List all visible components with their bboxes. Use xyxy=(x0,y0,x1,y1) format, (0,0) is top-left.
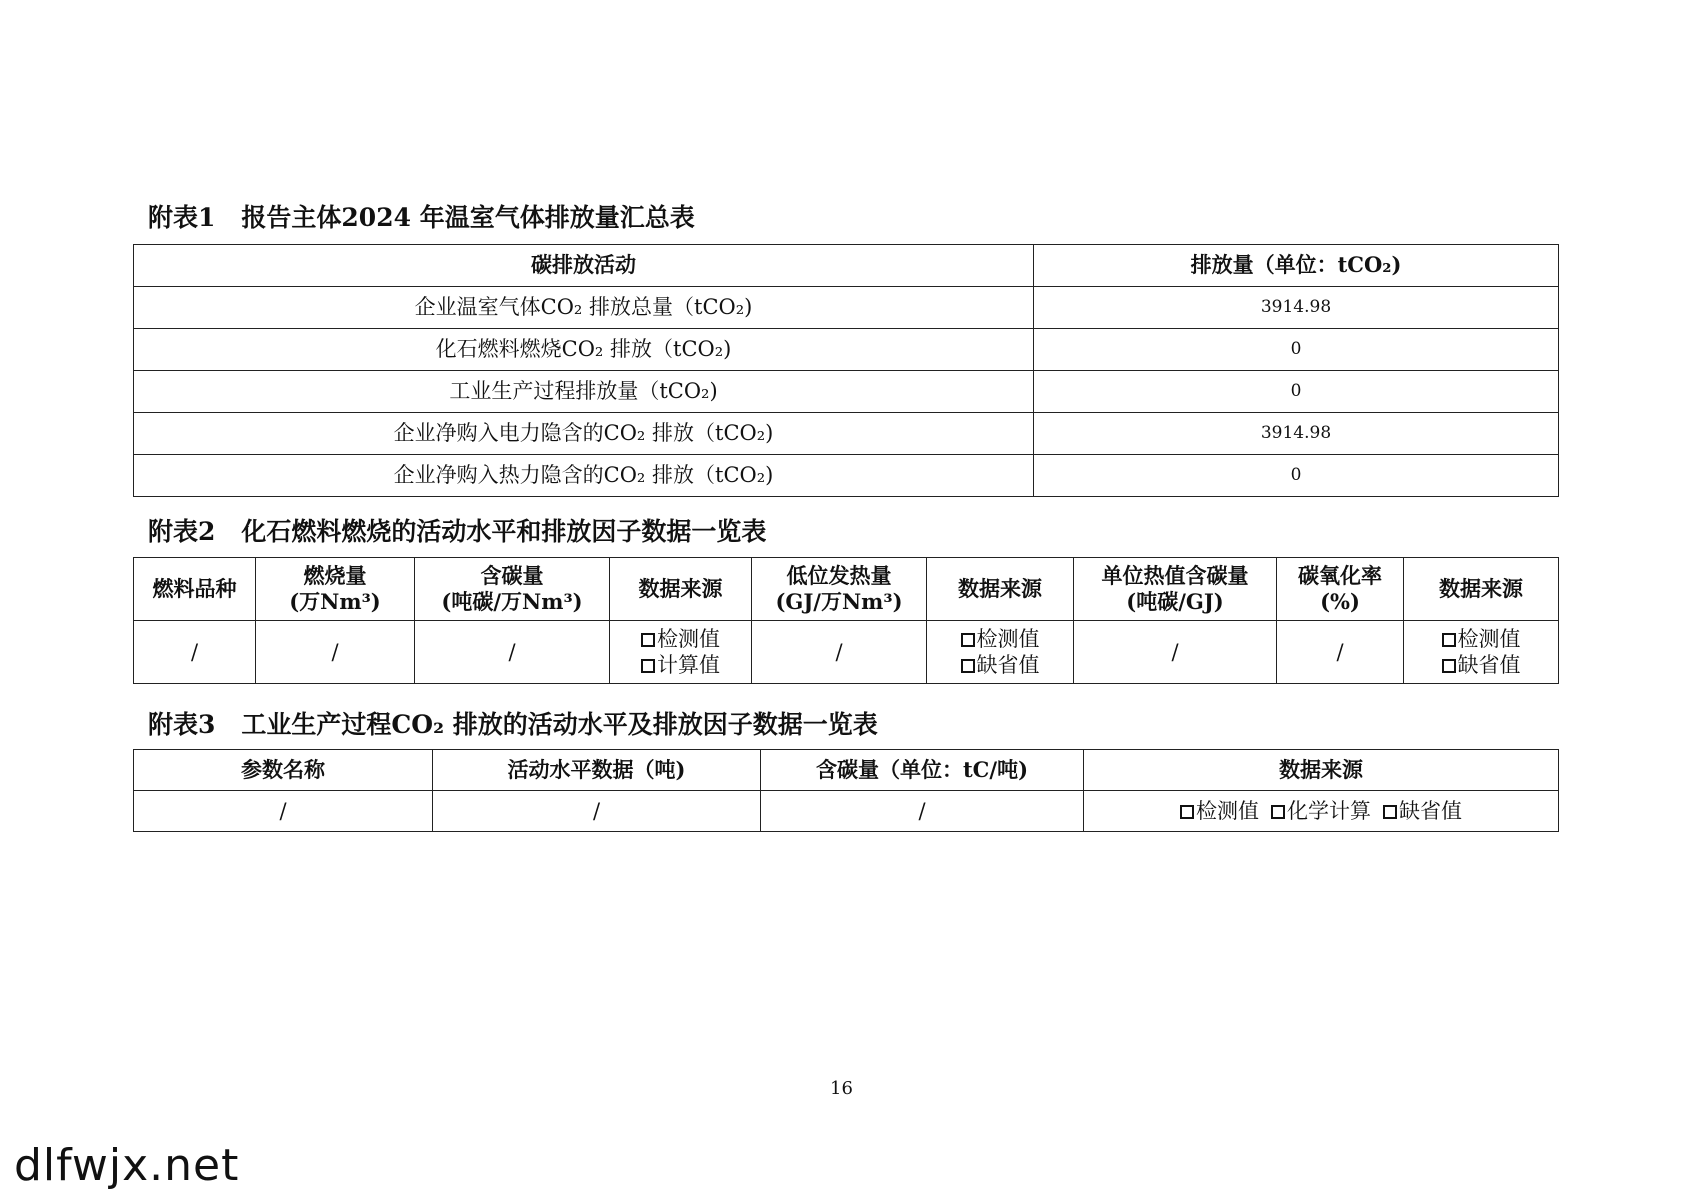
source-option[interactable] xyxy=(1383,799,1462,823)
burn-cell: / xyxy=(256,621,415,684)
option-label: 化学计算 xyxy=(1287,798,1371,823)
header-oxidation-rate: 碳氧化率 (%) xyxy=(1277,558,1404,621)
summary-table xyxy=(133,244,1559,497)
option-label: 检测值 xyxy=(1196,798,1259,823)
oxidation-cell: / xyxy=(1277,621,1404,684)
option-label: 缺省值 xyxy=(1399,798,1462,823)
activity-cell: 企业净购入热力隐含的CO₂ 排放（tCO₂) xyxy=(134,455,1034,497)
option-label: 计算值 xyxy=(657,653,720,677)
header-data-source: 数据来源 xyxy=(1404,558,1559,621)
source-cell xyxy=(927,621,1074,684)
activity-cell: 工业生产过程排放量（tCO₂) xyxy=(134,371,1034,413)
header-activity-data: 活动水平数据（吨) xyxy=(433,750,761,791)
activity-cell: 企业净购入电力隐含的CO₂ 排放（tCO₂) xyxy=(134,413,1034,455)
table1-header-row xyxy=(134,245,1559,287)
source-option[interactable] xyxy=(1180,799,1259,823)
header-unit-carbon: 单位热值含碳量 (吨碳/GJ) xyxy=(1074,558,1277,621)
header-data-source: 数据来源 xyxy=(927,558,1074,621)
header-carbon-content: 含碳量（单位：tC/吨) xyxy=(761,750,1084,791)
table-row xyxy=(134,329,1559,371)
table1-caption-num: 附表1 xyxy=(148,203,216,232)
table-row xyxy=(134,791,1559,832)
checkbox[interactable] xyxy=(1180,805,1194,819)
table-row xyxy=(134,621,1559,684)
table-row xyxy=(134,371,1559,413)
table1-header-emission: 排放量（单位：tCO₂) xyxy=(1034,245,1559,287)
source-cell xyxy=(1404,621,1559,684)
source-option[interactable] xyxy=(610,626,751,652)
source-cell xyxy=(610,621,752,684)
activity-cell: / xyxy=(433,791,761,832)
checkbox[interactable] xyxy=(1271,805,1285,819)
option-label: 检测值 xyxy=(1457,626,1521,651)
table1-caption-text: 报告主体2024 年温室气体排放量汇总表 xyxy=(241,203,695,232)
checkbox[interactable] xyxy=(961,633,975,647)
header-carbon-content: 含碳量 (吨碳/万Nm³) xyxy=(415,558,610,621)
carbon-cell: / xyxy=(761,791,1084,832)
header-ncv: 低位发热量 (GJ/万Nm³) xyxy=(752,558,927,621)
emission-value-cell: 3914.98 xyxy=(1034,287,1559,329)
header-data-source: 数据来源 xyxy=(610,558,752,621)
ncv-cell: / xyxy=(752,621,927,684)
table2-caption xyxy=(148,512,766,548)
activity-cell: 化石燃料燃烧CO₂ 排放（tCO₂) xyxy=(134,329,1034,371)
table3-caption-num: 附表3 xyxy=(148,710,216,739)
emission-value-cell: 3914.98 xyxy=(1034,413,1559,455)
checkbox[interactable] xyxy=(1442,659,1456,673)
page-number: 16 xyxy=(830,1078,853,1099)
option-label: 检测值 xyxy=(976,626,1040,651)
activity-cell: 企业温室气体CO₂ 排放总量（tCO₂) xyxy=(134,287,1034,329)
checkbox[interactable] xyxy=(961,659,975,673)
source-option[interactable] xyxy=(1271,799,1371,823)
checkbox[interactable] xyxy=(641,633,655,647)
header-parameter-name: 参数名称 xyxy=(134,750,433,791)
source-option[interactable] xyxy=(1404,626,1558,652)
table1-header-activity: 碳排放活动 xyxy=(134,245,1034,287)
option-label: 检测值 xyxy=(657,626,720,651)
table3-caption-text: 工业生产过程CO₂ 排放的活动水平及排放因子数据一览表 xyxy=(241,710,878,739)
source-option[interactable] xyxy=(927,652,1073,678)
source-option[interactable] xyxy=(610,652,751,678)
checkbox[interactable] xyxy=(1442,633,1456,647)
header-burn-amount: 燃烧量 (万Nm³) xyxy=(256,558,415,621)
emission-value-cell: 0 xyxy=(1034,371,1559,413)
header-fuel-type: 燃料品种 xyxy=(134,558,256,621)
table2-header-row xyxy=(134,558,1559,621)
watermark: dlfwjx.net xyxy=(14,1140,240,1191)
source-cell xyxy=(1084,791,1559,832)
emission-value-cell: 0 xyxy=(1034,455,1559,497)
table-row xyxy=(134,287,1559,329)
table3-header-row xyxy=(134,750,1559,791)
checkbox[interactable] xyxy=(641,659,655,673)
header-data-source: 数据来源 xyxy=(1084,750,1559,791)
source-option[interactable] xyxy=(927,626,1073,652)
table2-caption-text: 化石燃料燃烧的活动水平和排放因子数据一览表 xyxy=(241,517,767,546)
table3-caption xyxy=(148,705,878,741)
emission-value-cell: 0 xyxy=(1034,329,1559,371)
table2-caption-num: 附表2 xyxy=(148,517,216,546)
source-option[interactable] xyxy=(1404,652,1558,678)
table-row xyxy=(134,413,1559,455)
option-label: 缺省值 xyxy=(976,653,1040,677)
fuel-cell: / xyxy=(134,621,256,684)
table1-caption xyxy=(148,198,695,234)
carbon-cell: / xyxy=(415,621,610,684)
table-row xyxy=(134,455,1559,497)
option-label: 缺省值 xyxy=(1457,653,1521,677)
name-cell: / xyxy=(134,791,433,832)
fuel-combustion-table xyxy=(133,557,1559,684)
industrial-process-table xyxy=(133,749,1559,832)
unit-carbon-cell: / xyxy=(1074,621,1277,684)
checkbox[interactable] xyxy=(1383,805,1397,819)
